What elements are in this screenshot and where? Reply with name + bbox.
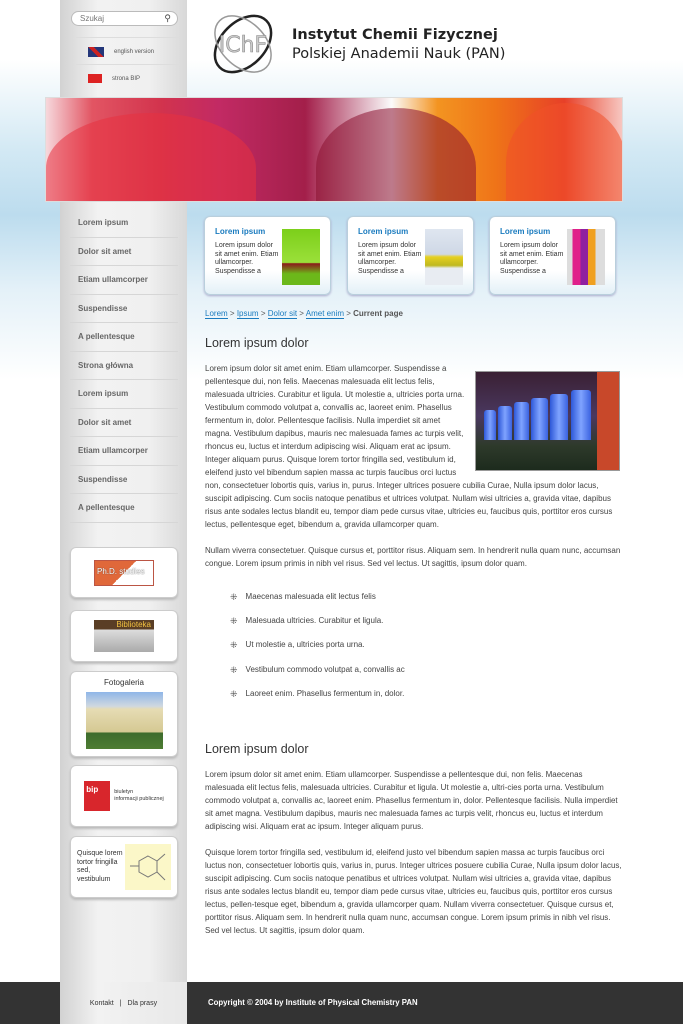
- bip-label: strona BIP: [112, 75, 141, 82]
- phd-banner: [94, 560, 154, 586]
- feature-title[interactable]: Lorem ipsum: [500, 227, 551, 236]
- paragraph: Lorem ipsum dolor sit amet enim. Etiam ullamcorper. Suspendisse a pellentesque dui, non felis. Maecenas malesuada elit lectus felis, malesuada ultricies. Curabitur et ligula. Ut molestie a, ultri-cies porta urna. Vestibulum commodo volutpat a, convallis ac, laoreet enim. Phasellus fermentum in, dolor. Pellentesque facilisis. Nulla imperdiet sit amet magna. Vestibulum dapibus, mauris nec malesuada fames ac turpis velit, rhoncus eu, luctus et interdum adipiscing wisi. Aliquam erat ac ipsum. Integer aliquam purus.: [205, 769, 618, 831]
- dla-prasy-link[interactable]: Dla prasy: [127, 999, 158, 1007]
- feature-card[interactable]: [489, 216, 616, 295]
- bullet-list: [230, 592, 623, 713]
- search-placeholder: Szukaj: [80, 14, 105, 23]
- nav-item[interactable]: Lorem ipsum: [70, 209, 178, 238]
- nav-item[interactable]: A pellentesque: [70, 494, 178, 523]
- feature-card[interactable]: [347, 216, 474, 295]
- bullet-icon: ⁜: [230, 592, 238, 602]
- biblioteka-label: Biblioteka: [116, 620, 151, 629]
- bullet-icon: ⁜: [230, 616, 238, 627]
- nav-item[interactable]: Etiam ullamcorper: [70, 266, 178, 295]
- title-line1: Instytut Chemii Fizycznej: [292, 27, 498, 43]
- bip-icon: [88, 74, 102, 83]
- promo-text: Quisque lorem tortor fringilla sed, vestibulum: [77, 850, 123, 883]
- feature-title[interactable]: Lorem ipsum: [358, 227, 409, 236]
- promo-box[interactable]: [70, 836, 178, 898]
- flask-photo: [282, 229, 320, 285]
- section-title: Lorem ipsum dolor: [205, 336, 309, 350]
- bip-text: [114, 789, 164, 803]
- paragraph: Lorem ipsum dolor sit amet enim. Etiam ullamcorper. Suspendisse a pellentesque dui, non felis. Maecenas malesuada elit lectus felis, malesuada ultricies. Curabitur et ligula. Ut molestie a, ultricies porta urna. Vestibulum commodo volutpat a, convallis ac, laoreet enim. Phasellus fermentum in, dolor. Pellentesque facilisis. Nulla imperdiet sit amet magna. Vestibulum dapibus, mauris nec malesuada fames ac turpis velit, rhoncus eu, luctus et interdum adipiscing wisi. Aliquam erat ac ipsum. Integer aliquam purus. Quisque lorem tortor fringilla sed, vestibulum id, eleifend justo vel bibendum sapien massa ac turpis faucibus orci luctus non, consectetuer lobortis quis, varius in, purus. Integer ultrices posuere cubilia Curae, Nulla ipsum dolor lacus, suscipit adipiscing. Cum sociis natoque penatibus et ultrices volutpat. Nullam wisi ultricies a, gravida vitae, dapibus risus ante sodales lectus blandit eu, tempor diam pede cursus vitae, ultricies eu, faucibus quis, porttitor eros cursus lectus, pellentesque eget, bibendum a, gravida ullamcorper quam.: [205, 364, 613, 529]
- list-item-text: Malesuada ultricies. Curabitur et ligula.: [245, 616, 384, 626]
- nav-item[interactable]: Lorem ipsum: [70, 380, 178, 409]
- nav-item[interactable]: Strona główna: [70, 352, 178, 381]
- main-content: [205, 335, 623, 937]
- nav-item[interactable]: Dolor sit amet: [70, 409, 178, 438]
- svg-text:IChF: IChF: [218, 33, 268, 58]
- bip-logo-text: bip: [86, 785, 99, 794]
- paragraph: Quisque lorem tortor fringilla sed, vestibulum id, eleifend justo vel bibendum sapien massa ac turpis faucibus orci luctus non, consectetuer lobortis quis, varius in, purus. Integer ultrices posuere cubilia Curae, Nulla ipsum dolor lacus, suscipit adipiscing. Cum sociis natoque penatibus et ultrices volutpat. Nullam wisi ultricies a, gravida vitae, dapibus risus ante sodales lectus blandit eu, tempor diam pede cursus vitae, ultricies eu, faucibus quis, porttitor eros cursus lectus, pellen-tesque eget, bibendum a, gravida ullamcorper quam. Nullam viverra consectetuer. Quisque cursus et, porttitor risus. Aliquam sem. In hendrerit nulla quam nunc, accumsan congue. Lorem ipsum primis in nibh vel risus. Sed vel lectus. Ut sagittis, ipsum dolor quam.: [205, 847, 622, 935]
- institute-title: [292, 26, 505, 64]
- kontakt-link[interactable]: Kontakt: [89, 999, 114, 1007]
- section-title: Lorem ipsum dolor: [205, 741, 309, 756]
- nav-item[interactable]: Etiam ullamcorper: [70, 437, 178, 466]
- list-item: [230, 689, 623, 713]
- breadcrumb-link[interactable]: Lorem: [205, 309, 228, 318]
- phd-label: Ph.D. studies: [97, 566, 145, 576]
- phd-studies-box[interactable]: [70, 547, 178, 598]
- copyright: Copyright © 2004 by Institute of Physical Chemistry PAN: [208, 998, 418, 1007]
- molecule-image: [125, 844, 171, 890]
- bip-logo: [84, 781, 110, 811]
- bip-box[interactable]: [70, 765, 178, 827]
- list-item: [230, 665, 623, 689]
- fotogaleria-box[interactable]: [70, 671, 178, 757]
- list-item: [230, 640, 623, 664]
- sidebar-nav: [70, 209, 178, 523]
- bip-line1: biuletyn: [114, 789, 134, 795]
- nav-item[interactable]: Suspendisse: [70, 295, 178, 324]
- bullet-icon: ⁜: [230, 664, 238, 675]
- feature-text: Lorem ipsum dolor sit amet enim. Etiam ullamcorper. Suspendisse a: [500, 242, 564, 275]
- biblioteka-box[interactable]: [70, 610, 178, 662]
- separator: |: [119, 999, 122, 1007]
- feature-card[interactable]: [204, 216, 331, 295]
- list-item: [230, 592, 623, 616]
- nav-item[interactable]: A pellentesque: [70, 323, 178, 352]
- list-item-text: Laoreet enim. Phasellus fermentum in, dolor.: [245, 688, 405, 698]
- bullet-icon: ⁜: [230, 640, 238, 651]
- breadcrumb-link[interactable]: Dolor sit: [267, 309, 298, 318]
- breadcrumb-link[interactable]: Ipsum: [236, 309, 259, 318]
- bip-line2: informacji publicznej: [114, 796, 164, 802]
- list-item-text: Maecenas malesuada elit lectus felis: [245, 592, 376, 601]
- english-version-link[interactable]: [76, 37, 180, 65]
- bullet-icon: ⁜: [230, 688, 238, 699]
- biblioteka-banner: [94, 620, 154, 652]
- ichf-logo[interactable]: [207, 8, 279, 80]
- nav-item[interactable]: Suspendisse: [70, 466, 178, 495]
- building-photo: [86, 692, 163, 749]
- fotogaleria-label: Fotogaleria: [103, 678, 145, 687]
- industrial-tanks-photo: [475, 371, 620, 471]
- title-line2: Polskiej Anademii Nauk (PAN): [292, 46, 506, 62]
- uk-flag-icon: [88, 47, 104, 57]
- nav-item[interactable]: Dolor sit amet: [70, 238, 178, 267]
- banner-image: [45, 97, 623, 202]
- test-tubes-photo: [567, 229, 605, 285]
- search-input[interactable]: [71, 11, 178, 26]
- footer-links: [60, 982, 187, 1024]
- feature-text: Lorem ipsum dolor sit amet enim. Etiam ullamcorper. Suspendisse a: [358, 242, 422, 275]
- breadcrumb: Lorem > Ipsum > Dolor sit > Amet enim > Current page: [205, 309, 403, 318]
- breadcrumb-link[interactable]: Amet enim: [305, 309, 344, 318]
- feature-title[interactable]: Lorem ipsum: [215, 227, 266, 236]
- list-item: [230, 616, 623, 640]
- paragraph: Nullam viverra consectetuer. Quisque cursus et, porttitor risus. Aliquam sem. In hendrerit nulla quam nunc, accumsan congue. Lorem ipsum primis in nibh vel risus. Sed vel lectus. Ut sagittis, ipsum dolor quam.: [205, 546, 621, 568]
- feature-text: Lorem ipsum dolor sit amet enim. Etiam ullamcorper. Suspendisse a: [215, 242, 279, 275]
- english-version-label: english version: [114, 48, 155, 55]
- bip-link[interactable]: [76, 64, 180, 92]
- list-item-text: Ut molestie a, ultricies porta urna.: [245, 640, 365, 650]
- list-item-text: Vestibulum commodo volutpat a, convallis ac: [245, 664, 405, 674]
- search-icon[interactable]: ⚲: [164, 13, 171, 23]
- bottles-photo: [425, 229, 463, 285]
- breadcrumb-current: Current page: [353, 309, 403, 318]
